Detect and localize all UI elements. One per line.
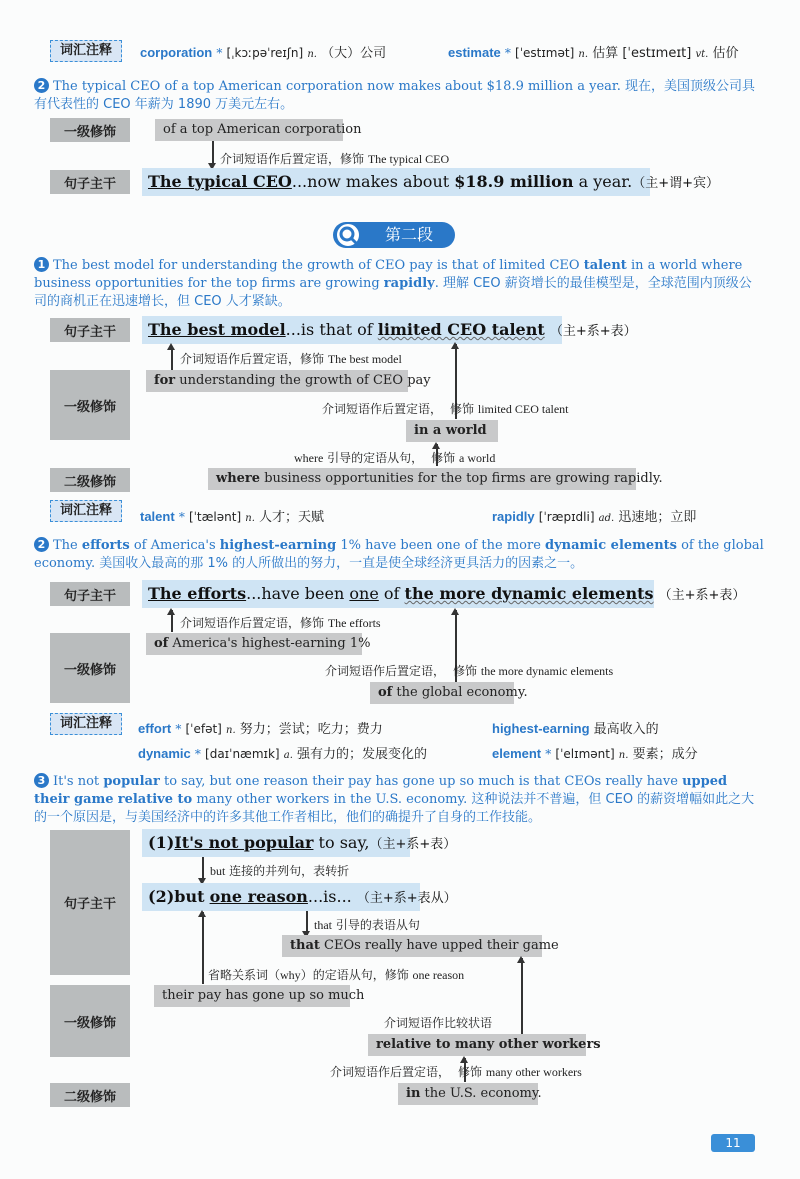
note-zh: ）的定语从句，修饰 [300, 968, 409, 982]
vocab-element [492, 743, 698, 762]
modifier-note [220, 150, 449, 167]
predicative: one [349, 584, 379, 603]
modifier-note [208, 966, 464, 983]
vocab-ipa: [ˈestɪmət] [515, 46, 575, 60]
modifier-box [146, 370, 431, 392]
sentence-en: The typical CEO of a top American corporation now makes about $18.9 million a year. [53, 79, 621, 94]
vocab-meaning: 人才；天赋 [259, 510, 325, 525]
vocab-word: effort [138, 721, 172, 736]
note-zh: 省略关系词（ [208, 968, 281, 982]
keyword: efforts [81, 538, 130, 553]
star-icon: * [545, 747, 552, 761]
vocab-label: 词汇注释 [50, 40, 122, 62]
modifier-note [325, 662, 613, 679]
modifier-text: CEOs really have upped their game [324, 938, 559, 953]
note-en: one reason [412, 968, 465, 982]
vocab-word: highest-earning [492, 721, 590, 736]
sentence-p2-2 [34, 537, 764, 573]
main-clause-box [142, 168, 720, 196]
predicate: ...is that of [285, 320, 373, 339]
keyword: highest-earning [219, 538, 337, 553]
structure-tag: （主+系+表） [549, 324, 637, 339]
sentence-en: of the global economy. [34, 538, 764, 571]
vocab-meaning: 最高收入的 [593, 722, 659, 737]
vocab-meaning: 迅速地；立即 [618, 510, 697, 525]
note-en: The efforts [327, 616, 381, 630]
star-icon: * [194, 747, 201, 761]
clause-tail: a year. [578, 172, 633, 191]
modifier-head: of [154, 636, 169, 651]
vocab-meaning: （大）公司 [321, 46, 387, 61]
star-icon: * [216, 46, 223, 60]
modifier-box [282, 935, 559, 957]
predicate: ...is... [307, 887, 352, 906]
modifier-text: understanding the growth of CEO pay [179, 373, 431, 388]
arrow-up-icon [198, 910, 206, 917]
vocab-ipa: [ˈelɪmənt] [555, 747, 615, 761]
modifier-head: in [406, 1086, 421, 1101]
arrow-line [212, 141, 214, 163]
sentence-p2-1 [34, 257, 764, 311]
modifier-box [155, 119, 362, 141]
vocab-meaning: 估算 [ˈestɪmeɪt] [592, 46, 692, 61]
modifier-text: their pay has gone up so much [162, 988, 365, 1003]
note-zh: 引导的定语从句， [327, 451, 424, 465]
modifier-note [180, 350, 402, 367]
modifier-text: relative to many other workers [376, 1037, 601, 1052]
subject: The typical CEO [148, 172, 292, 191]
note-en: limited CEO talent [477, 402, 569, 416]
predicative: limited CEO talent [377, 320, 545, 339]
clause-number: (2)but [148, 887, 205, 906]
sentence-en: . [434, 276, 439, 291]
note-en: The typical CEO [367, 152, 450, 166]
vocab-word: element [492, 746, 542, 761]
vocab-pos: n. [618, 750, 629, 761]
keyword: relative to [117, 792, 193, 807]
modifier-head: for [154, 373, 176, 388]
modifier-text: the global economy. [396, 685, 528, 700]
note-en: why [280, 968, 301, 982]
connector-note [210, 862, 349, 879]
sentence-en: 1% have been one of the more [340, 538, 541, 553]
modifier-box [146, 633, 371, 655]
sentence-en: It's not [53, 774, 100, 789]
modifier-text: America's highest-earning 1% [172, 636, 371, 651]
note-zh: 修饰 [458, 1065, 483, 1079]
sentence-en: The [53, 538, 78, 553]
vocab-talent [140, 506, 324, 525]
label-level1: 一级修饰 [50, 118, 130, 142]
note-zh: 修饰 [453, 664, 478, 678]
vocab-pos: n. [578, 49, 589, 60]
clause-number: (1) [148, 833, 175, 852]
vocab-ipa: [ˈtælənt] [188, 510, 242, 524]
label-main-clause: 句子主干 [50, 318, 130, 342]
vocab-label: 词汇注释 [50, 500, 122, 522]
keyword: upped their game [34, 774, 728, 807]
vocab-label: 词汇注释 [50, 713, 122, 735]
sentence-number: 2 [34, 78, 49, 93]
note-en: the more dynamic elements [480, 664, 614, 678]
sentence-zh: 理解 CEO 薪资增长的最佳模型是，全球范围内顶级公司的商机正在迅速增长，但 CEO 人才紧缺。 [34, 276, 752, 309]
note-zh: 修饰 [431, 451, 456, 465]
subject: The best model [148, 320, 286, 339]
page-number: 11 [711, 1134, 755, 1152]
vocab-pos: a. [283, 750, 293, 761]
vocab-pos: n. [245, 513, 255, 524]
subject: one reason [209, 887, 308, 906]
sentence-p2-3 [34, 773, 764, 827]
note-zh: 介词短语作后置定语， [330, 1065, 451, 1079]
label-level2: 二级修饰 [50, 468, 130, 492]
modifier-text: of a top American corporation [163, 122, 362, 137]
modifier-head: of [378, 685, 393, 700]
vocab-pos: ad. [598, 513, 615, 524]
arrow-line [202, 912, 204, 984]
sentence-en: many other workers in the U.S. economy. [196, 792, 468, 807]
sentence-number: 1 [34, 257, 49, 272]
label-level1: 一级修饰 [50, 633, 130, 703]
vocab-ipa: [ˈefət] [185, 722, 222, 736]
modifier-note [330, 1063, 582, 1080]
note-zh: 介词短语作后置定语，修饰 [180, 352, 325, 366]
vocab-meaning: 努力；尝试；吃力；费力 [239, 722, 383, 737]
star-icon: * [504, 46, 511, 60]
note-en: many other workers [485, 1065, 582, 1079]
keyword: dynamic elements [545, 538, 677, 553]
keyword: popular [103, 774, 160, 789]
vocab-dynamic [138, 743, 427, 762]
vocab-ipa: [ˌkɔːpəˈreɪʃn] [226, 46, 304, 60]
sentence-en: in a world where business opportunities for the top firms are growing [34, 258, 743, 291]
modifier-note [294, 449, 495, 466]
sentence-zh: 现在，美国顶级公司具有代表性的 CEO 年薪为 1890 万美元左右。 [34, 79, 756, 112]
label-level1: 一级修饰 [50, 985, 130, 1057]
modifier-text: the U.S. economy. [424, 1086, 542, 1101]
vocab-corporation [140, 42, 386, 61]
note-en: a world [459, 451, 496, 465]
arrow-line [171, 349, 173, 371]
preposition: of [383, 584, 400, 603]
note-zh: 介词短语作后置定语， [322, 402, 443, 416]
main-clause-box [142, 316, 637, 344]
main-clause-box-1 [142, 829, 457, 857]
star-icon: * [175, 722, 182, 736]
modifier-box [398, 1083, 542, 1105]
modifier-box [208, 468, 663, 490]
sentence-en: of America's [133, 538, 216, 553]
note-en: but [210, 864, 226, 878]
arrow-up-icon [451, 608, 459, 615]
predicate: ...have been [246, 584, 345, 603]
arrow-line [521, 958, 523, 1034]
note-zh: 介词短语作比较状语 [384, 1016, 493, 1030]
star-icon: * [178, 510, 185, 524]
predicate: ...now makes about [291, 172, 450, 191]
sentence-zh: 这种说法并不普遍，但 CEO 的薪资增幅如此之大的一个原因是，与美国经济中的许多其他工作者相比，他们的确提升了自身的工作技能。 [34, 792, 755, 825]
vocab-word: rapidly [492, 509, 535, 524]
vocab-rapidly [492, 506, 696, 525]
vocab-word: estimate [448, 45, 501, 60]
modifier-text: in a world [414, 423, 487, 438]
label-level2: 二级修饰 [50, 1083, 130, 1107]
note-en: that [314, 918, 332, 932]
vocab-effort [138, 718, 383, 737]
note-en: where [294, 451, 324, 465]
modifier-box [406, 420, 498, 442]
arrow-up-icon [167, 343, 175, 350]
label-main-clause: 句子主干 [50, 582, 130, 606]
sentence-p1-2 [34, 78, 764, 114]
note-en: The best model [327, 352, 402, 366]
modifier-head: where [216, 471, 261, 486]
object: $18.9 million [454, 172, 574, 191]
vocab-pos: n. [307, 49, 317, 60]
label-main-clause: 句子主干 [50, 830, 130, 975]
vocab-highest-earning [492, 718, 659, 737]
label-level1: 一级修饰 [50, 370, 130, 440]
modifier-text: business opportunities for the top firms are growing rapidly. [264, 471, 663, 486]
note-zh: 引导的表语从句 [335, 918, 420, 932]
structure-tag: （主+系+表） [658, 588, 746, 603]
structure-tag: （主+系+表） [369, 837, 457, 852]
vocab-word: talent [140, 509, 175, 524]
clause-note [314, 916, 420, 933]
label-main-clause: 句子主干 [50, 170, 130, 194]
keyword: talent [583, 258, 627, 273]
note-zh: 连接的并列句，表转折 [229, 864, 350, 878]
modifier-note [322, 400, 569, 417]
note-zh: 修饰 [450, 402, 475, 416]
arrow-up-icon [517, 956, 525, 963]
vocab-meaning: 强有力的；发展变化的 [297, 747, 428, 762]
modifier-note [180, 614, 381, 631]
arrow-up-icon [460, 1056, 468, 1063]
modifier-note [384, 1014, 492, 1031]
sentence-zh: 美国收入最高的那 1% 的人所做出的努力，一直是使全球经济更具活力的因素之一。 [99, 556, 584, 571]
vocab-ipa: [ˈræpɪdli] [538, 510, 595, 524]
structure-tag: （主+谓+宾） [632, 176, 720, 191]
main-clause: It's not popular [174, 833, 314, 852]
note-zh: 介词短语作后置定语，修饰 [180, 616, 325, 630]
arrow-up-icon [167, 608, 175, 615]
arrow-up-icon [451, 342, 459, 349]
sentence-number: 3 [34, 773, 49, 788]
vocab-meaning-2: 估价 [712, 46, 739, 61]
vocab-pos-2: vt. [695, 49, 709, 60]
modifier-box [368, 1034, 601, 1056]
vocab-estimate [448, 42, 738, 61]
search-icon [335, 222, 361, 248]
modifier-box [370, 682, 528, 704]
keyword: rapidly [383, 276, 435, 291]
sentence-number: 2 [34, 537, 49, 552]
note-zh: 介词短语作后置定语，修饰 [220, 152, 365, 166]
main-clause-box [142, 580, 746, 608]
structure-tag: （主+系+表从） [356, 891, 457, 906]
vocab-ipa: [daɪˈnæmɪk] [205, 747, 280, 761]
modifier-head: that [290, 938, 320, 953]
note-zh: 介词短语作后置定语， [325, 664, 446, 678]
vocab-word: corporation [140, 45, 213, 60]
subject: The efforts [148, 584, 247, 603]
predicative-object: the more dynamic elements [404, 584, 654, 603]
modifier-box [154, 985, 365, 1007]
arrow-up-icon [432, 442, 440, 449]
sentence-en: to say, but one reason their pay has gone up so much is that CEOs really have [163, 774, 678, 789]
main-clause-box-2 [142, 883, 457, 911]
vocab-meaning: 要素；成分 [632, 747, 698, 762]
vocab-pos: n. [226, 725, 236, 736]
vocab-word: dynamic [138, 746, 191, 761]
clause-tail: to say, [318, 833, 370, 852]
section-title: 第二段 [333, 222, 455, 248]
sentence-en: The best model for understanding the growth of CEO pay is that of limited CEO [53, 258, 580, 273]
